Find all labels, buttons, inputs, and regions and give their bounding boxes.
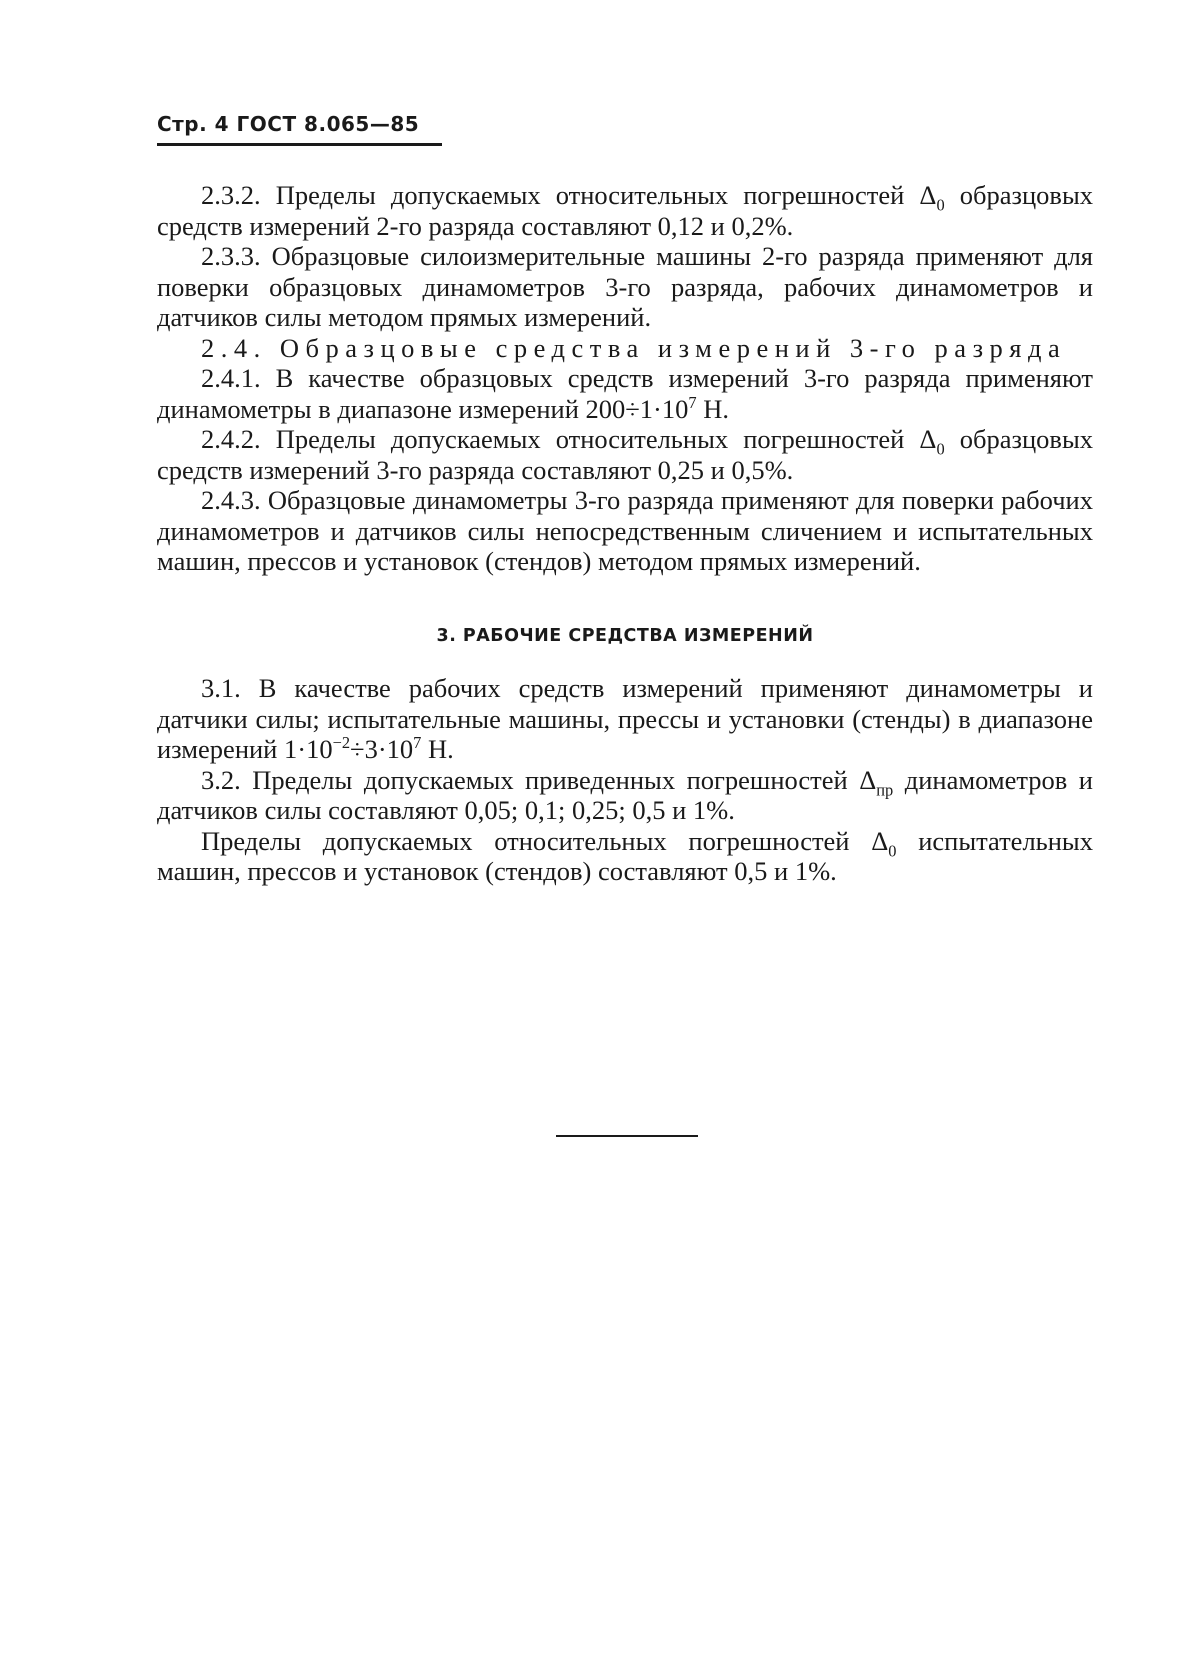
paragraph-3-3-text: Пределы допускаемых относительных погрешностей Δ: [201, 825, 889, 856]
end-rule: [556, 1135, 698, 1137]
exponent-superscript: −2: [332, 733, 351, 753]
paragraph-3-2: [157, 765, 1093, 826]
paragraph-3-1-unit: Н.: [421, 734, 454, 764]
delta-subscript: 0: [936, 439, 945, 459]
paragraph-2-4-2-text-rest: образцовых средств измерений 3-го разряда составляют 0,25 и 0,5%.: [157, 424, 1093, 485]
paragraph-2-3-2: [157, 180, 1093, 241]
paragraph-3-3-text-rest: испытательных машин, прессов и установок (стендов) составляют 0,5 и 1%.: [157, 825, 1093, 886]
paragraph-2-4-heading: 2.4. Образцовые средства измерений 3-го разряда: [201, 332, 1067, 363]
paragraph-3-2-text-rest: динамометров и датчиков силы составляют 0,05; 0,1; 0,25; 0,5 и 1%.: [157, 764, 1093, 825]
paragraph-2-3-2-text: 2.3.2. Пределы допускаемых относительных погрешностей Δ: [201, 180, 937, 210]
paragraph-2-4-1: [157, 363, 1093, 424]
paragraph-2-3-3: 2.3.3. Образцовые силоизмерительные машины 2-го разряда применяют для поверки образцовых динамометров 3-го разряда, рабочих динамометров и датчиков силы методом прямых измерений.: [157, 241, 1093, 332]
body-text: [157, 180, 1093, 887]
section-3-title: 3. РАБОЧИЕ СРЕДСТВА ИЗМЕРЕНИЙ: [436, 625, 814, 646]
running-header: Стр. 4 ГОСТ 8.065—85: [157, 112, 420, 136]
paragraph-2-4-1-unit: Н.: [696, 393, 729, 424]
paragraph-3-2-text: 3.2. Пределы допускаемых приведенных погрешностей Δ: [201, 764, 877, 795]
delta-subscript: 0: [888, 840, 897, 860]
paragraph-2-4-1-text: 2.4.1. В качестве образцовых средств измерений 3-го разряда применяют динамометры в диапазоне измерений 200÷1·10: [157, 363, 1093, 424]
delta-subscript: пр: [876, 779, 894, 799]
paragraph-3-1: [157, 673, 1093, 765]
paragraph-2-4-3: 2.4.3. Образцовые динамометры 3-го разряда применяют для поверки рабочих динамометров и датчиков силы непосредственным сличением и испытательных машин, прессов и установок (стендов) методом прямых измерений.: [157, 485, 1093, 576]
paragraph-2-4-2-text: 2.4.2. Пределы допускаемых относительных погрешностей Δ: [201, 424, 937, 454]
exponent-superscript: 7: [413, 733, 422, 753]
header-rule: [157, 143, 442, 146]
paragraph-2-3-2-text-rest: образцовых средств измерений 2-го разряда составляют 0,12 и 0,2%.: [157, 180, 1093, 241]
paragraph-2-4-2: [157, 424, 1093, 485]
exponent-superscript: 7: [688, 392, 697, 412]
paragraph-3-3: [157, 826, 1093, 887]
paragraph-3-1-range: ÷3·10: [350, 734, 414, 764]
paragraph-3-1-text: 3.1. В качестве рабочих средств измерений применяют динамометры и датчики силы; испытательные машины, прессы и установки (стенды) в диапазоне измерений 1·10: [157, 673, 1093, 764]
delta-subscript: 0: [936, 195, 945, 215]
